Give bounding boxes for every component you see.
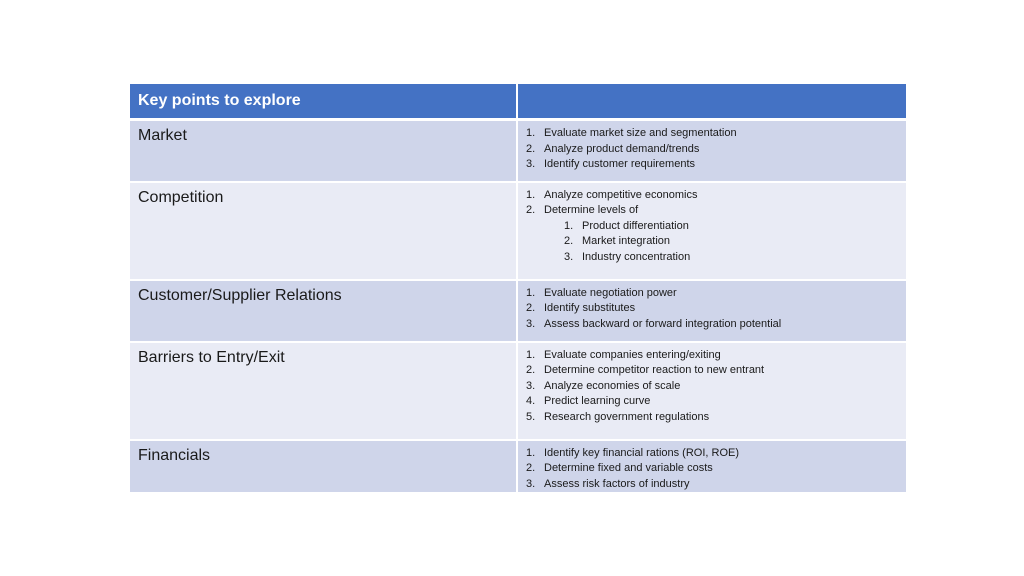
list-item: 2. Identify substitutes — [526, 302, 636, 314]
table-row-customer-supplier — [130, 280, 906, 342]
list-item: 1. Evaluate negotiation power — [526, 286, 677, 299]
list-item: 3. Assess risk factors of industry — [526, 477, 690, 490]
table-row-financials — [130, 440, 906, 494]
list-item: 1. Evaluate companies entering/exiting — [526, 348, 721, 361]
points-list — [526, 348, 906, 426]
row-points — [517, 342, 906, 440]
row-label: Barriers to Entry/Exit — [130, 342, 517, 440]
row-points — [517, 280, 906, 342]
list-item: 3. Analyze economies of scale — [526, 379, 681, 392]
list-item: 4. Predict learning curve — [526, 395, 651, 407]
key-points-table — [130, 84, 906, 494]
list-item: 3. Industry concentration — [564, 250, 691, 263]
table-row-market — [130, 120, 906, 182]
table-row-barriers — [130, 342, 906, 440]
table-header-row — [130, 84, 906, 120]
list-item: 1. Analyze competitive economics — [526, 188, 698, 201]
row-label: Competition — [130, 182, 517, 280]
list-item: 2. Market integration — [564, 235, 671, 247]
row-label: Financials — [130, 440, 517, 494]
list-item: 2. Analyze product demand/trends — [526, 142, 700, 155]
points-list — [526, 446, 906, 493]
list-item: 1. Product differentiation — [564, 219, 689, 232]
points-list — [526, 286, 906, 333]
list-item: 2. Determine competitor reaction to new entrant — [526, 364, 765, 376]
header-key-points: Key points to explore — [130, 84, 517, 120]
row-points — [517, 120, 906, 182]
list-item: 2. Determine levels of 1. Product differentiation 2. Market integration 3. Industry concentration — [526, 203, 906, 265]
list-item: 1. Identify key financial rations (ROI, ROE) — [526, 446, 740, 459]
header-empty — [517, 84, 906, 120]
sub-points-list — [526, 219, 906, 266]
list-item: 3. Assess backward or forward integration potential — [526, 317, 782, 330]
list-item: 2. Determine fixed and variable costs — [526, 462, 713, 474]
row-points — [517, 440, 906, 494]
row-label: Market — [130, 120, 517, 182]
row-label: Customer/Supplier Relations — [130, 280, 517, 342]
row-points — [517, 182, 906, 280]
points-list — [526, 188, 906, 266]
table-row-competition — [130, 182, 906, 280]
list-item: 5. Research government regulations — [526, 410, 710, 423]
list-item: 3. Identify customer requirements — [526, 158, 696, 170]
points-list — [526, 126, 906, 173]
list-item: 1. Evaluate market size and segmentation — [526, 127, 737, 139]
